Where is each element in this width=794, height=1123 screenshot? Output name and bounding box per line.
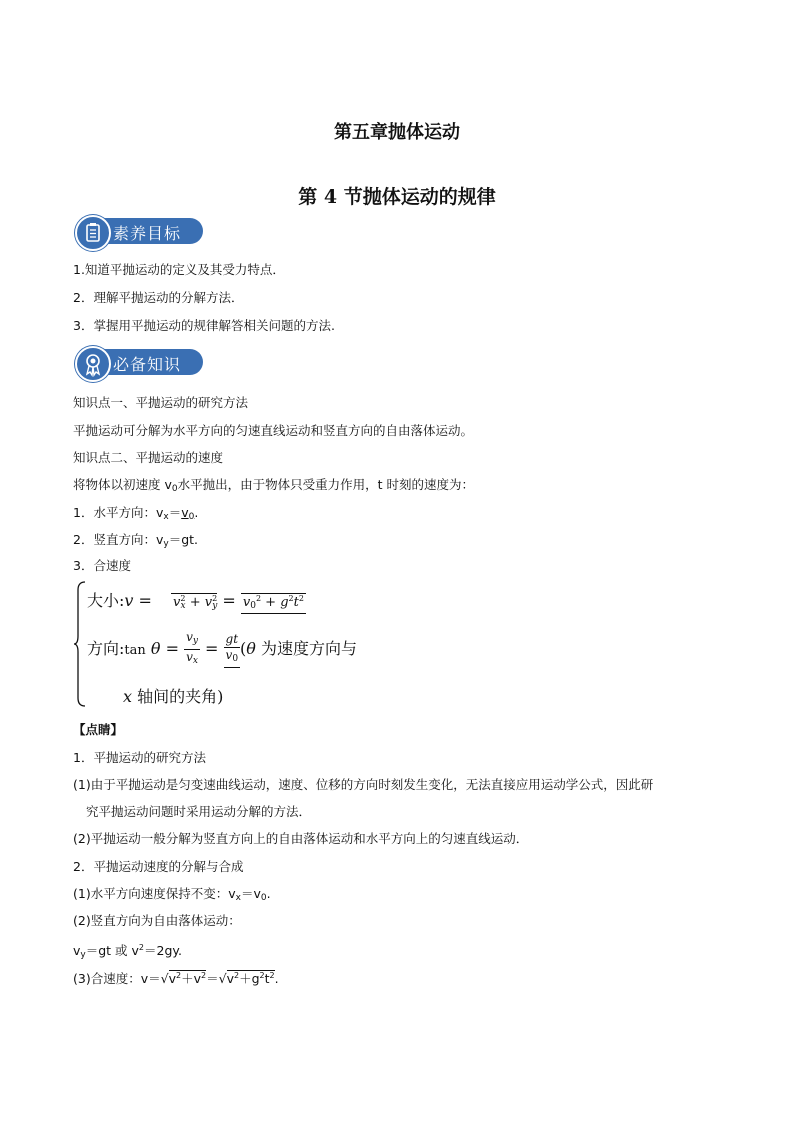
award-ribbon-icon xyxy=(75,346,111,382)
vertical-velocity-line: 2．竖直方向：$v_y=gt$. xyxy=(73,532,198,549)
clipboard-checklist-icon xyxy=(75,215,111,251)
note-2-para-4: (3)合速度：$v=√v^2+v^2=√v^2+g^2t^2$. xyxy=(73,971,279,986)
direction-note-row: x 轴间的夹角) xyxy=(123,687,224,706)
knowledge-point-1-text: 平抛运动可分解为水平方向的匀速直线运动和竖直方向的自由落体运动。 xyxy=(73,423,474,438)
objective-3: 3．掌握用平抛运动的规律解答相关问题的方法. xyxy=(73,318,335,333)
objectives-banner xyxy=(75,215,203,247)
objective-2: 2．理解平抛运动的分解方法． xyxy=(73,290,244,305)
note-1-para-1b: 究平抛运动问题时采用运动分解的方法． xyxy=(86,804,312,819)
chapter-title: 第五章抛体运动 xyxy=(334,122,460,143)
note-2-para-2: (2)竖直方向为自由落体运动： xyxy=(73,913,241,928)
notes-heading: 【点睛】 xyxy=(73,722,124,737)
section-title: 第 4 节抛体运动的规律 xyxy=(298,186,496,208)
resultant-velocity-heading: 3．合速度 xyxy=(73,558,131,573)
horizontal-velocity-line: 1．水平方向：$v_x=v_0$. xyxy=(73,505,199,522)
knowledge-banner xyxy=(75,346,203,378)
velocity-formula xyxy=(73,580,393,710)
knowledge-banner-label: 必备知识 xyxy=(113,355,182,374)
knowledge-point-2-text: 将物体以初速度 $v_0$水平抛出，由于物体只受重力作用，t 时刻的速度为： xyxy=(73,477,474,494)
objectives-banner-label: 素养目标 xyxy=(113,224,182,243)
note-1-para-1a: (1)由于平抛运动是匀变速曲线运动，速度、位移的方向时刻发生变化，无法直接应用运动学公式，因此研 xyxy=(73,777,654,792)
left-brace xyxy=(73,580,87,708)
note-1-title: 1．平抛运动的研究方法 xyxy=(73,750,206,765)
magnitude-row: 大小:v = $v^2_x + v^2_y = v_0^2 + g^2t^2$ xyxy=(87,588,306,614)
knowledge-point-2-title: 知识点二、平抛运动的速度 xyxy=(73,450,224,465)
note-2-para-3: $v_y=gt$ 或 $v^2=2gy$. xyxy=(73,943,182,960)
objective-1: 1.知道平抛运动的定义及其受力特点． xyxy=(73,262,285,277)
note-2-para-1: (1)水平方向速度保持不变：$v_x=v_0$. xyxy=(73,886,271,903)
note-1-para-2: (2)平抛运动一般分解为竖直方向上的自由落体运动和水平方向上的匀速直线运动． xyxy=(73,831,529,846)
direction-row: 方向:tan θ = $\frac{v_y}{v_x}$ = $\frac{gt}{v_0}$ (θ 为速度方向与 xyxy=(87,630,358,666)
knowledge-point-1-title: 知识点一、平抛运动的研究方法 xyxy=(73,395,249,410)
note-2-title: 2．平抛运动速度的分解与合成 xyxy=(73,859,244,874)
